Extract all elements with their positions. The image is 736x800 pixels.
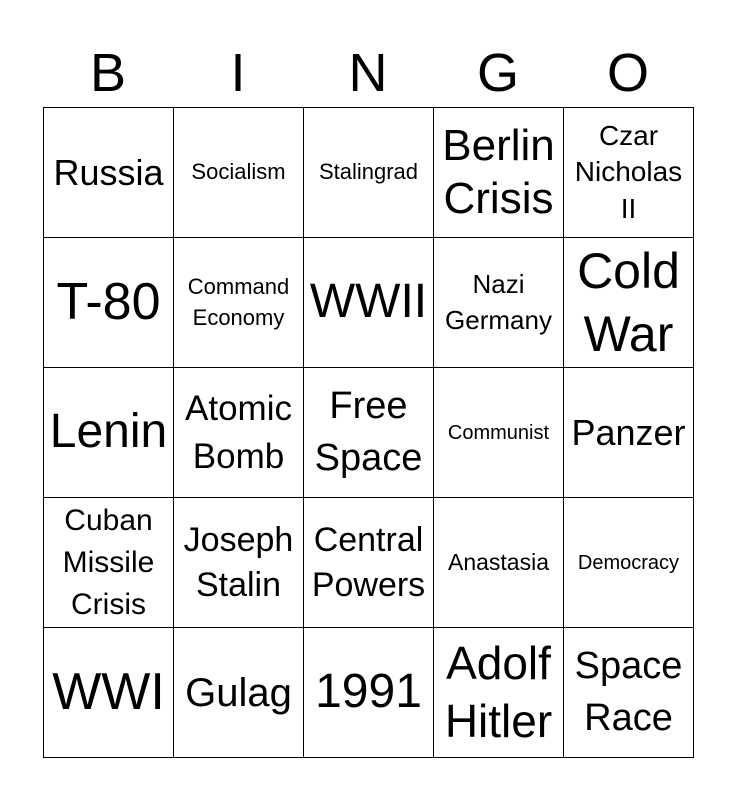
header-letter-n: N xyxy=(348,43,388,103)
bingo-cell[interactable] xyxy=(174,368,304,498)
bingo-cell-text: Communist xyxy=(447,421,550,444)
bingo-cell[interactable] xyxy=(44,628,174,758)
bingo-cell-text: 1991 xyxy=(315,665,422,719)
bingo-cell[interactable] xyxy=(174,628,304,758)
bingo-cell[interactable] xyxy=(44,238,174,368)
bingo-cell-text: Russia xyxy=(53,151,164,193)
bingo-cell-text: Central Powers xyxy=(311,521,426,604)
bingo-cell[interactable] xyxy=(44,498,174,628)
bingo-cell[interactable] xyxy=(434,238,564,368)
bingo-cell-text: Nazi Germany xyxy=(445,269,552,335)
bingo-cell-text: Cold War xyxy=(577,243,680,362)
header-letter-g: G xyxy=(476,43,519,103)
bingo-cell-text: Adolf Hitler xyxy=(444,637,553,747)
bingo-cell-text: Czar Nicholas II xyxy=(574,119,683,224)
bingo-cell-text: Stalingrad xyxy=(318,159,419,185)
bingo-cell[interactable] xyxy=(564,108,694,238)
bingo-cell[interactable] xyxy=(304,368,434,498)
bingo-header xyxy=(43,40,693,107)
bingo-cell-text: Atomic Bomb xyxy=(185,389,292,476)
bingo-cell[interactable] xyxy=(564,368,694,498)
bingo-cell-text: Free Space xyxy=(314,385,423,479)
bingo-cell[interactable] xyxy=(434,368,564,498)
bingo-cell[interactable] xyxy=(304,628,434,758)
bingo-cell[interactable] xyxy=(304,108,434,238)
header-letter-b: B xyxy=(89,43,127,103)
bingo-cell[interactable] xyxy=(434,498,564,628)
bingo-cell-text: Lenin xyxy=(49,405,168,459)
bingo-cell[interactable] xyxy=(564,628,694,758)
bingo-cell-text: Berlin Crisis xyxy=(442,120,555,223)
bingo-cell-text: Command Economy xyxy=(187,273,290,330)
bingo-cell-text: WWI xyxy=(52,662,165,721)
bingo-cell[interactable] xyxy=(564,238,694,368)
bingo-cell-text: Democracy xyxy=(577,551,680,574)
bingo-cell-text: Socialism xyxy=(191,159,286,185)
bingo-cell-text: T-80 xyxy=(56,272,161,331)
bingo-cell[interactable] xyxy=(44,368,174,498)
bingo-cell-text: Panzer xyxy=(571,411,686,453)
bingo-cell-text: WWII xyxy=(309,275,428,329)
bingo-cell[interactable] xyxy=(434,108,564,238)
bingo-cell[interactable] xyxy=(174,498,304,628)
bingo-cell[interactable] xyxy=(44,108,174,238)
bingo-cell-text: Joseph Stalin xyxy=(183,521,294,604)
bingo-cell-text: Cuban Missile Crisis xyxy=(62,503,155,621)
bingo-cell-text: Anastasia xyxy=(447,548,549,575)
bingo-cell[interactable] xyxy=(564,498,694,628)
bingo-cell[interactable] xyxy=(174,108,304,238)
bingo-grid xyxy=(43,107,694,758)
bingo-cell-text: Space Race xyxy=(574,645,683,739)
bingo-cell[interactable] xyxy=(304,238,434,368)
header-letter-i: I xyxy=(230,43,246,103)
bingo-cell-text: Gulag xyxy=(185,670,292,715)
bingo-cell[interactable] xyxy=(434,628,564,758)
header-letter-o: O xyxy=(606,43,649,103)
bingo-card xyxy=(43,40,693,758)
bingo-cell[interactable] xyxy=(304,498,434,628)
bingo-cell[interactable] xyxy=(174,238,304,368)
